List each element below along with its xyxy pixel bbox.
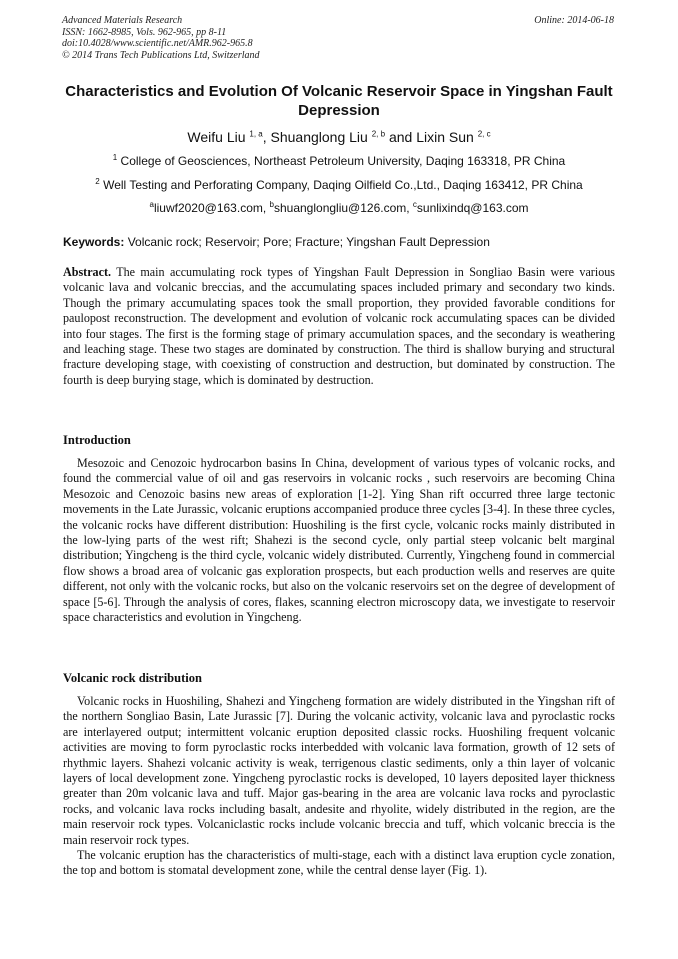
abstract-text: The main accumulating rock types of Yingshan Fault Depression in Songliao Basin were various volcanic lava and volcanic breccias, and the accumulating spaces included primary and secondary two kinds. Though the primary accumulating spaces took the small proportion, they provided favorable conditions for paulopost reconstruction. The development and evolution of volcanic rock accumulating spaces can be divided into four stages. The first is the forming stage of primary accumulation spaces, and the secondary is weathering and leaching stage. These two stages are dominated by construction. The third is shallow burying and structural fracture developing stage, with coexisting of construction and destruction, but dominated by construction. The fourth is deep burying stage, which is dominated by destruction. (63, 265, 615, 387)
keywords-label: Keywords: (63, 235, 125, 249)
abstract-block (63, 265, 615, 388)
section-heading-introduction: Introduction (63, 433, 131, 447)
volcanic-distribution-body (63, 694, 615, 879)
affiliation-superscript: 2 (95, 177, 100, 186)
author-separator: , (262, 129, 271, 145)
author-name: Weifu Liu (187, 129, 246, 145)
author-superscript: 2, c (477, 129, 491, 139)
email-address[interactable]: liuwf2020@163.com, (153, 201, 270, 215)
paper-title: Characteristics and Evolution Of Volcanic Reservoir Space in Yingshan Fault Depression (65, 83, 613, 119)
copyright-line: © 2014 Trans Tech Publications Ltd, Switzerland (62, 49, 260, 61)
paragraph: The volcanic eruption has the characteristics of multi-stage, each with a distinct lava eruption cycle zonation, the top and bottom is stomatal development zone, while the central dense layer (Fig. 1). (63, 848, 615, 878)
affiliation-1 (40, 154, 638, 169)
email-superscript: b (269, 200, 274, 209)
affiliation-text: College of Geosciences, Northeast Petroleum University, Daqing 163318, PR China (120, 154, 566, 168)
paragraph: Volcanic rocks in Huoshiling, Shahezi and Yingcheng formation are widely distributed in the Yingshan rift of the northern Songliao Basin, Late Jurassic [7]. During the volcanic activity, volcanic lava and pyroclastic rocks are interlayered output; intermittent volcanic eruption deposited classic rocks. Huoshiling frequent volcanic activities are moving to form pyroclastic rocks interbedded with volcanic lava formation, growth of 12 sets of rhythmic layers. Shahezi volcanic activity is weak, terrigenous clastic sediments, only a thin layer of volcanic layers of local development zone. Yingcheng pyroclastic rocks is developed, 10 layers deposited layer thickness greater than 20m volcanic lava and tuff. Major gas-bearing in the area are volcanic lava rocks and pyroclastic rocks, and volcanic lava rocks including basalt, andesite and rhyolite, widely distributed in the region, are the main reservoir rock types. Volcaniclastic rocks include volcanic breccia and tuff, which volcanic breccia is the main reservoir rock types. (63, 694, 615, 847)
author-separator: and (385, 129, 417, 145)
author-name: Shuanglong Liu (270, 129, 368, 145)
online-date: Online: 2014-06-18 (534, 15, 614, 26)
author-name: Lixin Sun (416, 129, 474, 145)
email-superscript: c (412, 200, 417, 209)
author-superscript: 1, a (249, 129, 263, 139)
journal-header (62, 15, 614, 61)
keywords-text: Volcanic rock; Reservoir; Pore; Fracture; Yingshan Fault Depression (127, 235, 490, 249)
journal-name: Advanced Materials Research (62, 15, 183, 26)
issn-line: ISSN: 1662-8985, Vols. 962-965, pp 8-11 (62, 26, 227, 38)
paragraph: Mesozoic and Cenozoic hydrocarbon basins In China, development of various types of volcanic rocks, and found the commercial value of oil and gas reservoirs in volcanic rocks , such reservoirs are becoming China Mesozoic and Cenozoic basins new areas of exploration [1-2]. Ying Shan rift occurred three large tectonic movements in the Late Jurassic, volcanic eruptions accompanied produce three cycles [3-4]. In these three cycles, the volcanic rocks have different distribution: Huoshiling is the first cycle, volcanic rocks mainly distributed in the low-lying parts of the west rift; Shahezi is the second cycle, only partial steep volcanic belt marginal distribution; Yingcheng is the third cycle, volcanic widely distributed. Currently, Yingcheng found in commercial flow shows a broad area of volcanic gas exploration prospects, but each production wells and reserves are quite different, not only with the volcanic rocks, but also on the volcanic reservoirs set on the degree of development of space [5-6]. Through the analysis of cores, flakes, scanning electron microscopy data, we investigate to reservoir space characteristics and evolution in Yingcheng. (63, 456, 615, 625)
keywords-line (63, 235, 615, 250)
introduction-body (63, 456, 615, 625)
email-address[interactable]: sunlixindq@163.com (416, 201, 529, 215)
email-list (40, 201, 638, 216)
email-superscript: a (149, 200, 154, 209)
doi-line: doi:10.4028/www.scientific.net/AMR.962-965.8 (62, 38, 253, 49)
affiliation-2 (40, 178, 638, 193)
section-heading-volcanic-rock-distribution: Volcanic rock distribution (63, 671, 202, 685)
author-list (40, 128, 638, 146)
email-address[interactable]: shuanglongliu@126.com, (273, 201, 413, 215)
author-superscript: 2, b (371, 129, 386, 139)
abstract-label: Abstract. (63, 265, 112, 279)
affiliation-superscript: 1 (112, 153, 118, 162)
affiliation-text: Well Testing and Perforating Company, Daqing Oilfield Co.,Ltd., Daqing 163412, PR China (103, 178, 583, 192)
